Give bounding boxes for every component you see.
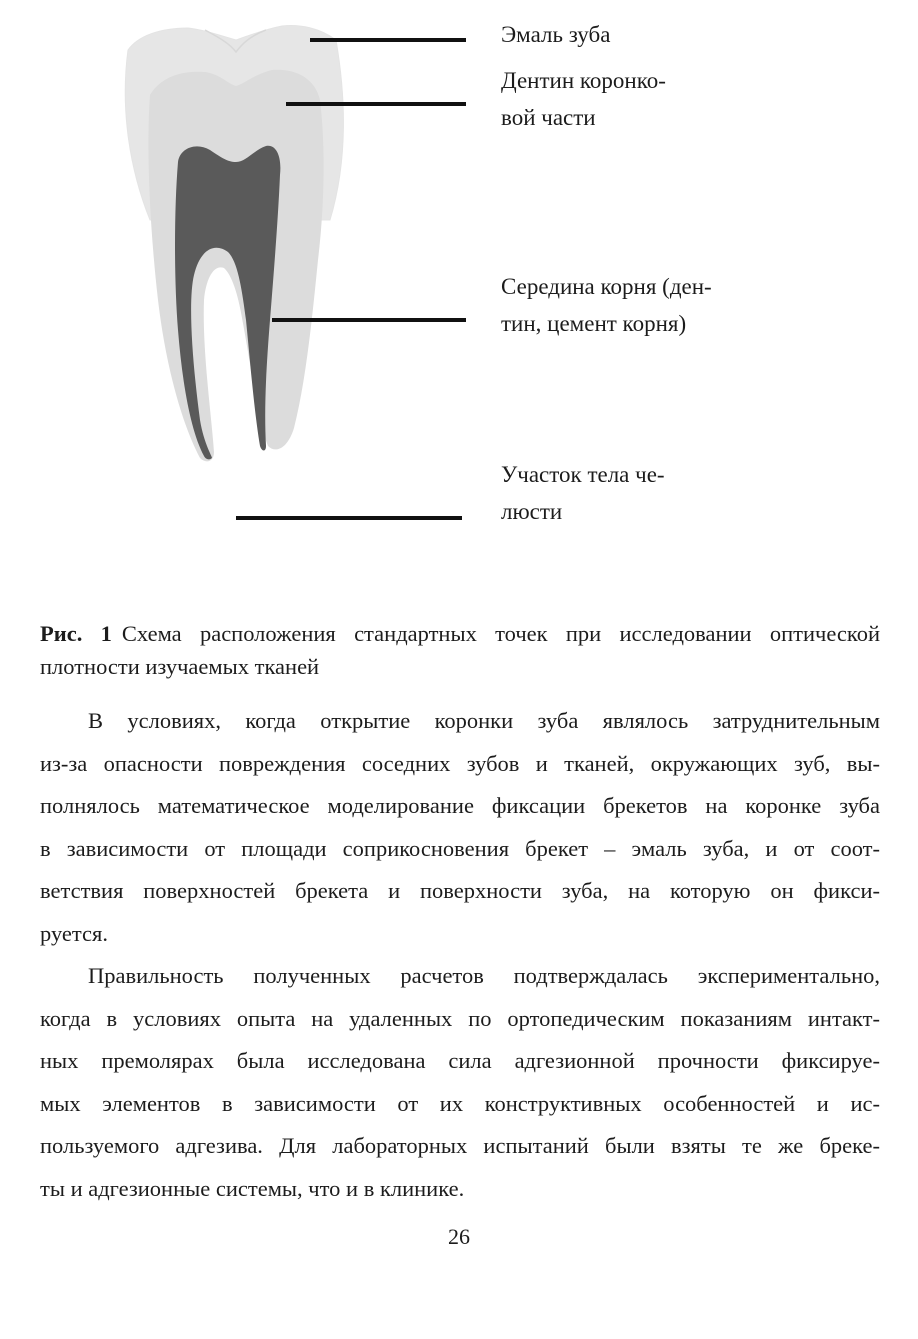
paragraph-1-line: в зависимости от площади соприкосновения брекет – эмаль зуба, и от соот- <box>40 835 880 861</box>
figure-caption <box>40 617 880 683</box>
paragraph-1-line: В условиях, когда открытие коронки зуба являлось затруднительным <box>88 708 880 733</box>
paragraph-2-line: пользуемого адгезива. Для лабораторных испытаний были взяты те же бреке- <box>40 1133 880 1158</box>
label-jaw-line-2: люсти <box>501 499 563 524</box>
paragraph-1 <box>40 700 880 955</box>
label-crown-dentin <box>501 62 666 136</box>
paragraph-2 <box>40 955 880 1210</box>
page-number: 26 <box>448 1224 470 1249</box>
caption-text-1: Схема расположения стандартных точек при исследовании оптической <box>121 621 880 646</box>
tooth-illustration <box>0 0 918 560</box>
pulp-shape <box>175 146 280 460</box>
label-jaw <box>501 456 665 530</box>
paragraph-1-line: из-за опасности повреждения соседних зубов и тканей, окружающих зуб, вы- <box>40 750 880 776</box>
label-enamel <box>501 16 610 53</box>
paragraph-1-line: ветствия поверхностей брекета и поверхности зуба, на которую он фикси- <box>40 878 880 903</box>
label-jaw-line-1: Участок тела че- <box>501 462 665 487</box>
label-crown-dentin-line-2: вой части <box>501 105 596 130</box>
paragraph-1-line: полнялось математическое моделирование фиксации брекетов на коронке зуба <box>40 793 880 818</box>
label-root-middle <box>501 268 712 342</box>
paragraph-2-line: ты и адгезионные системы, что и в клинике. <box>40 1175 465 1201</box>
label-enamel-text: Эмаль зуба <box>501 22 611 47</box>
caption-line-2: плотности изучаемых тканей <box>40 654 320 679</box>
caption-line-1 <box>40 617 880 650</box>
label-root-middle-line-2: тин, цемент корня) <box>501 311 687 336</box>
label-root-middle-line-1: Середина корня (ден- <box>501 274 712 299</box>
body-text <box>40 700 880 1210</box>
paragraph-2-line: ных премолярах была исследована сила адгезионной прочности фиксируе- <box>40 1048 880 1073</box>
paragraph-2-line: когда в условиях опыта на удаленных по ортопедическим показаниям интакт- <box>40 1005 880 1031</box>
caption-figure-number: Рис. 1 <box>40 621 112 646</box>
paragraph-2-line: Правильность полученных расчетов подтверждалась экспериментально, <box>88 963 880 988</box>
tooth-diagram <box>0 0 918 560</box>
label-crown-dentin-line-1: Дентин коронко- <box>501 68 666 93</box>
paragraph-1-line: руется. <box>40 920 108 946</box>
paragraph-2-line: мых элементов в зависимости от их конструктивных особенностей и ис- <box>40 1090 880 1116</box>
